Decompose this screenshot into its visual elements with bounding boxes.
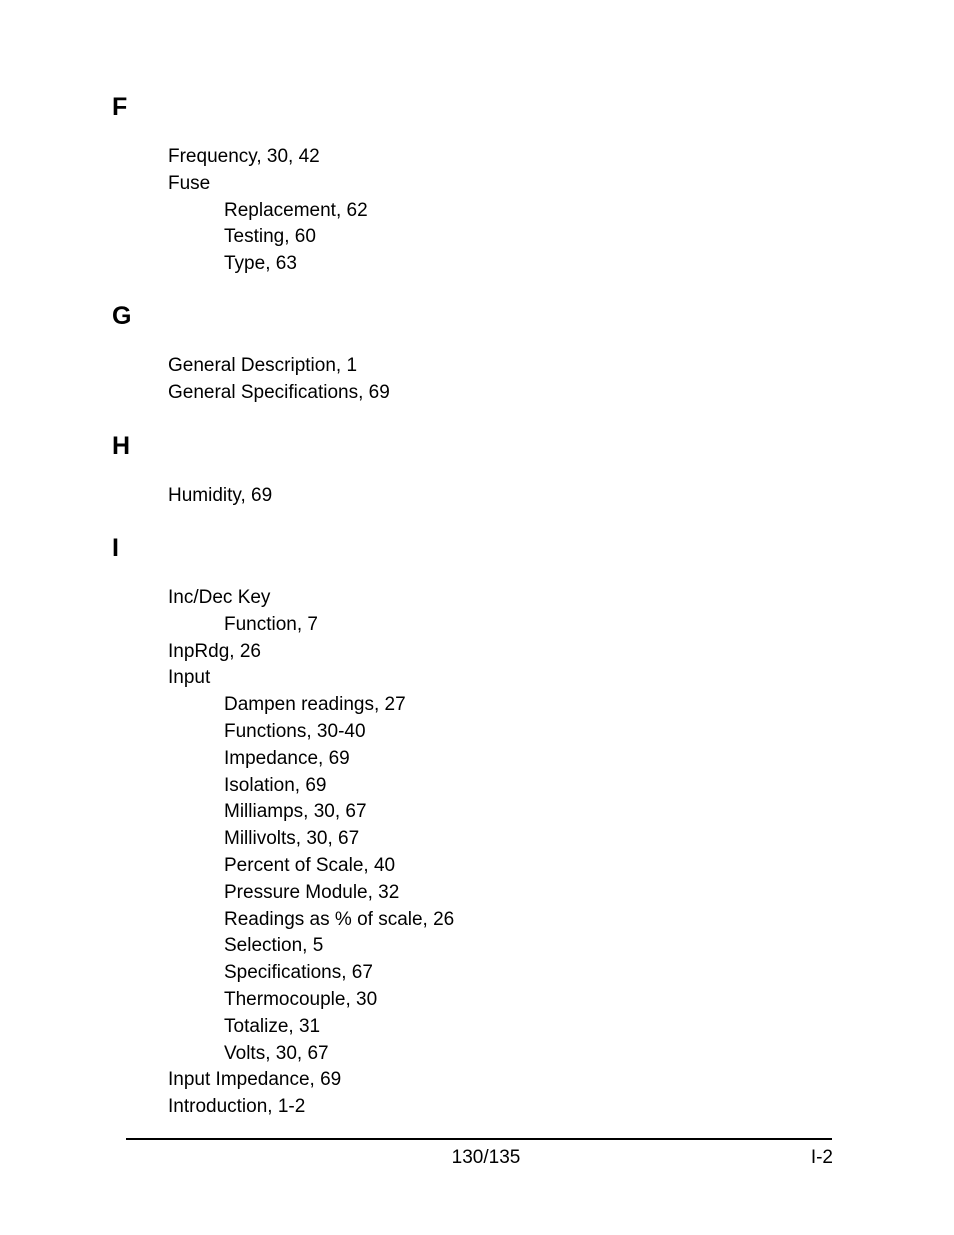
index-subentry: Percent of Scale, 40 [224, 854, 396, 876]
index-subentry: Function, 7 [224, 613, 318, 635]
index-subentry: Functions, 30-40 [224, 720, 366, 742]
index-subentry: Volts, 30, 67 [224, 1042, 329, 1064]
index-subentry: Millivolts, 30, 67 [224, 828, 360, 850]
index-entry: Input [168, 667, 211, 689]
index-entry: Humidity, 69 [168, 485, 273, 506]
index-subentry: Dampen readings, 27 [224, 694, 406, 716]
index-subentry: Pressure Module, 32 [224, 881, 400, 903]
index-entry: Inc/Dec Key [168, 587, 271, 608]
index-subentry: Specifications, 67 [224, 962, 373, 984]
index-subentry: Thermocouple, 30 [224, 988, 378, 1010]
index-entry: General Description, 1 [168, 355, 358, 376]
entry-list [0, 585, 954, 1121]
section-letter: H [112, 432, 131, 460]
footer-divider [126, 1138, 832, 1140]
index-entry: General Specifications, 69 [168, 381, 390, 403]
index-subentry: Milliamps, 30, 67 [224, 801, 367, 823]
index-subentry: Isolation, 69 [224, 774, 327, 796]
entry-list [0, 483, 954, 510]
section-letter: G [112, 302, 132, 330]
index-entry: InpRdg, 26 [168, 640, 261, 662]
section-letter: F [112, 93, 128, 121]
index-subentry: Readings as % of scale, 26 [224, 908, 455, 930]
index-entry: Frequency, 30, 42 [168, 146, 320, 167]
index-subentry: Selection, 5 [224, 935, 324, 957]
index-entry: Introduction, 1-2 [168, 1096, 306, 1118]
index-subentry: Type, 63 [224, 253, 297, 275]
index-subentry: Totalize, 31 [224, 1015, 321, 1037]
index-subentry: Replacement, 62 [224, 199, 368, 221]
index-entry: Input Impedance, 69 [168, 1069, 342, 1091]
index-subentry: Impedance, 69 [224, 747, 350, 769]
entry-list [0, 144, 954, 278]
index-entry: Fuse [168, 172, 211, 194]
footer-page-number: I-2 [810, 1147, 833, 1168]
section-letter: I [112, 534, 119, 562]
index-subentry: Testing, 60 [224, 226, 316, 248]
footer-model: 130/135 [451, 1147, 521, 1168]
entry-list [0, 353, 954, 407]
